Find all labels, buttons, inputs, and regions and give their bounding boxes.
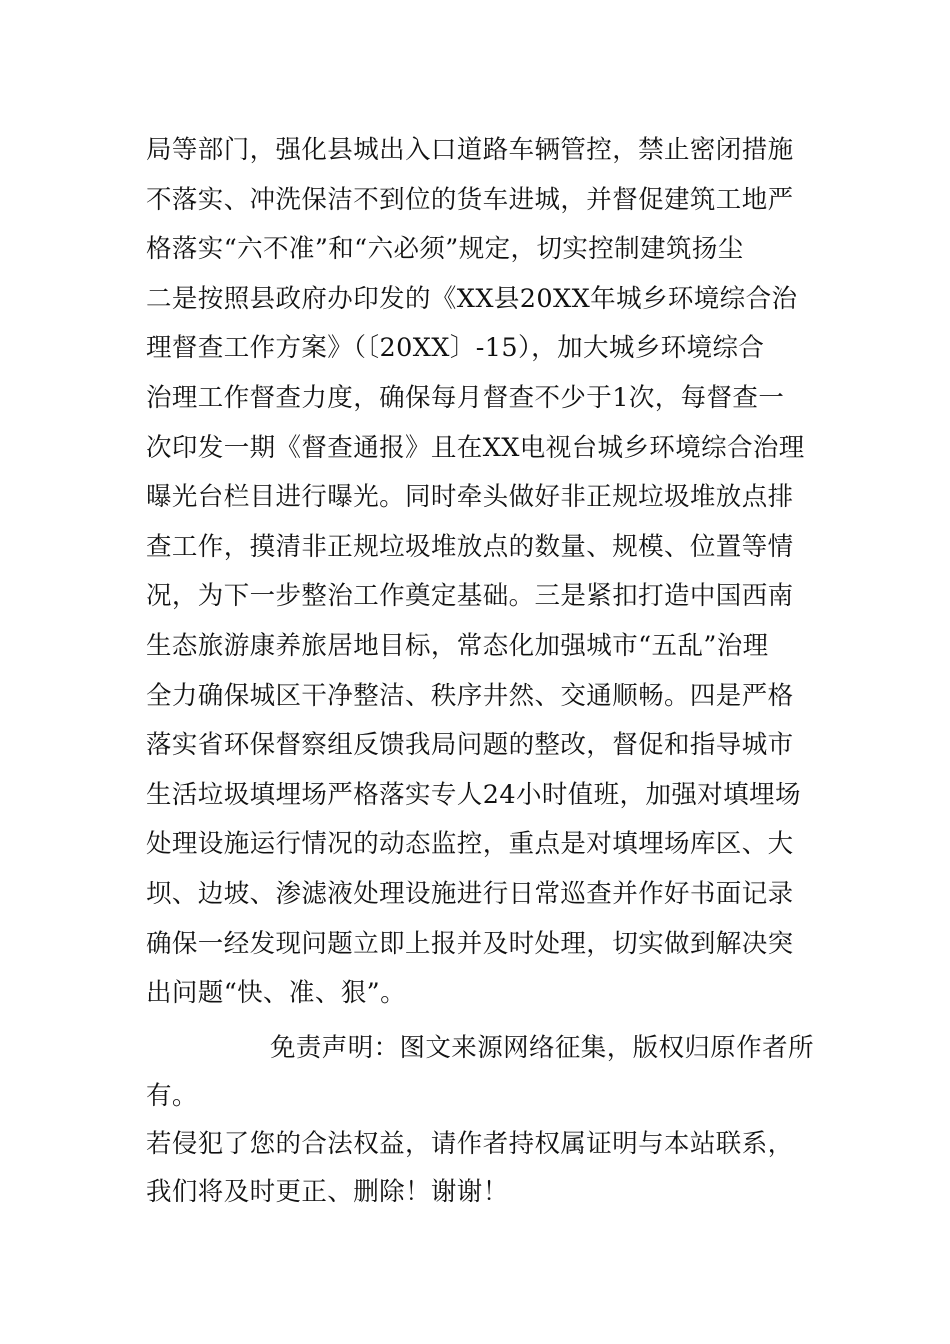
body-line: 曝光台栏目进行曝光。同时牵头做好非正规垃圾堆放点排	[146, 482, 794, 513]
body-line: 局等部门，强化县城出入口道路车辆管控，禁止密闭措施	[146, 135, 794, 165]
disclaimer-line: 我们将及时更正、删除！谢谢！	[146, 1177, 509, 1207]
body-line: 出问题“快、准、狠”。	[146, 978, 406, 1009]
disclaimer	[146, 1024, 836, 1216]
body-line: 坝、边坡、渗滤液处理设施进行日常巡查并作好书面记录	[146, 878, 794, 909]
disclaimer-line: 免责声明：图文来源网络征集，版权归原作者所	[270, 1033, 814, 1063]
body-line: 理督查工作方案》（〔20XX〕-15），加大城乡环境综合	[146, 333, 765, 364]
disclaimer-line: 若侵犯了您的合法权益，请作者持权属证明与本站联系，	[146, 1129, 794, 1159]
body-line: 查工作，摸清非正规垃圾堆放点的数量、规模、位置等情	[146, 531, 794, 562]
body-line: 落实省环保督察组反馈我局问题的整改，督促和指导城市	[146, 730, 794, 761]
body-line: 确保一经发现问题立即上报并及时处理，切实做到解决突	[146, 928, 794, 959]
body-line: 生态旅游康养旅居地目标，常态化加强城市“五乱”治理	[146, 630, 769, 661]
body-line: 全力确保城区干净整洁、秩序井然、交通顺畅。四是严格	[146, 680, 794, 711]
body-line: 次印发一期《督查通报》且在XX电视台城乡环境综合治理	[146, 432, 805, 463]
body-line: 不落实、冲洗保洁不到位的货车进城，并督促建筑工地严	[146, 184, 794, 215]
disclaimer-line: 有。	[146, 1081, 198, 1111]
body-text	[146, 126, 826, 1019]
body-line: 格落实“六不准”和“六必须”规定，切实控制建筑扬尘	[146, 234, 744, 265]
body-line: 治理工作督查力度，确保每月督查不少于1次，每督查一	[146, 382, 785, 413]
body-line: 况，为下一步整治工作奠定基础。三是紧扣打造中国西南	[146, 581, 794, 612]
body-line: 处理设施运行情况的动态监控，重点是对填埋场库区、大	[146, 829, 794, 860]
body-line: 生活垃圾填埋场严格落实专人24小时值班，加强对填埋场	[146, 779, 801, 810]
body-line: 二是按照县政府办印发的《XX县20XX年城乡环境综合治	[146, 283, 798, 314]
